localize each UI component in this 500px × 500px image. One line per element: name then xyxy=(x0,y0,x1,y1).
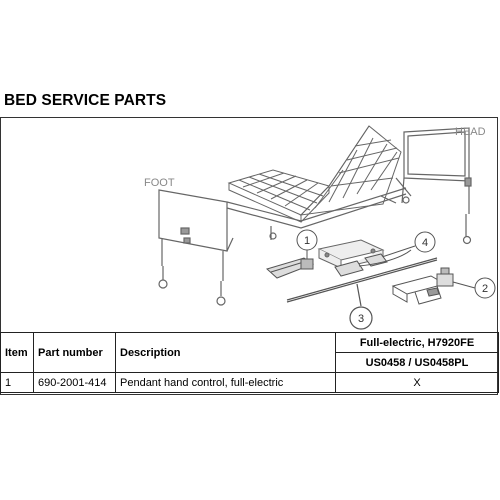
row-item: 1 xyxy=(1,373,34,393)
callout-3-label: 3 xyxy=(357,313,365,325)
header-part-number: Part number xyxy=(34,333,116,373)
foot-label: FOOT xyxy=(144,177,175,189)
callout-2 xyxy=(393,268,495,304)
footboard xyxy=(159,190,227,305)
row-description: Pendant hand control, full-electric xyxy=(116,373,336,393)
head-label: HEAD xyxy=(455,126,486,138)
parts-panel xyxy=(0,117,498,395)
row-part-number: 690-2001-414 xyxy=(34,373,116,393)
platform-head xyxy=(301,126,401,215)
platform-foot xyxy=(229,170,329,222)
headboard xyxy=(402,128,471,244)
header-item: Item xyxy=(1,333,34,373)
row-model-mark: X xyxy=(336,373,499,393)
callout-4-label: 4 xyxy=(421,237,429,249)
bed-diagram xyxy=(1,118,499,332)
header-model-1: Full-electric, H7920FE xyxy=(336,333,499,353)
page-title: BED SERVICE PARTS xyxy=(4,92,167,109)
callout-2-label: 2 xyxy=(481,283,489,295)
header-description: Description xyxy=(116,333,336,373)
bed-frame xyxy=(227,178,411,251)
parts-table xyxy=(0,332,499,393)
callout-1-label: 1 xyxy=(303,235,311,247)
header-model-2: US0458 / US0458PL xyxy=(336,353,499,373)
table-header-row xyxy=(1,333,499,353)
table-row xyxy=(1,373,499,393)
